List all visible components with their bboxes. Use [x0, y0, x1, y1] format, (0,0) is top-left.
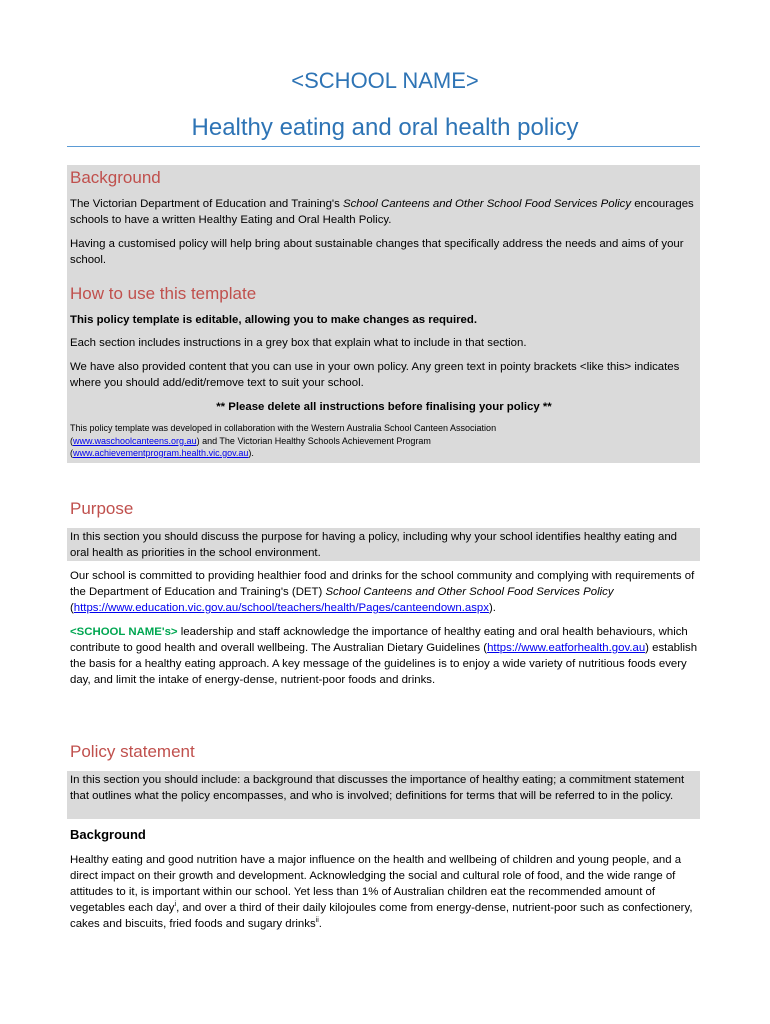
collab-text: ) and The Victorian Healthy Schools Achievement Program — [196, 435, 431, 446]
background-paragraph-2: Having a customised policy will help bring about sustainable changes that specifically address the needs and aims of your school. — [70, 238, 684, 266]
background-text: encourages schools to have a written Healthy Eating and Oral Health Policy. — [70, 198, 694, 226]
purpose-paragraph-2 — [70, 624, 698, 688]
how-to-paragraph-1: Each section includes instructions in a grey box that explain what to include in that section. — [70, 337, 527, 349]
how-to-paragraph-2: We have also provided content that you can use in your own policy. Any green text in pointy brackets <like this> indicates where you should add/edit/remove text to suit your school. — [70, 361, 680, 389]
footnote-ref-2[interactable]: ii — [315, 917, 319, 925]
policy-text: , and over a third of their daily kilojoules come from energy-dense, nutrient-poor such as confectionery, cakes and biscuits, fried foods and sugary drinks — [70, 902, 693, 930]
purpose-text: leadership and staff acknowledge the importance of healthy eating and oral health behaviours, which contribute to good health and overall wellbeing. The Australian Dietary Guidelines ( — [70, 626, 688, 654]
background-heading: Background — [70, 168, 161, 187]
background-paragraph-1 — [70, 196, 698, 228]
policy-text: . — [318, 918, 322, 930]
policy-background-subheading: Background — [70, 827, 146, 842]
eatforhealth-link[interactable]: https://www.eatforhealth.gov.au — [487, 642, 646, 654]
school-name-green-placeholder: <SCHOOL NAME's> — [70, 626, 178, 638]
document-title: Healthy eating and oral health policy — [191, 114, 579, 141]
school-name-placeholder: <SCHOOL NAME> — [291, 68, 479, 93]
purpose-text: ) establish the basis for a healthy eating approach. A key message of the guidelines is to enjoy a wide variety of nutritious foods every day, and limit the intake of energy-dense, nutrient-poor foods and drinks. — [70, 642, 698, 686]
policy-text: Healthy eating and good nutrition have a major influence on the health and wellbeing of children and young people, and a direct impact on their growth and development. Acknowledging the social and cultural role of food, and the wide range of attitudes to it, is important within our school. Yet less than 1% of Australian children eat the recommended amount of vegetables each day — [70, 854, 682, 914]
title-divider — [67, 146, 700, 147]
footnote-ref-1[interactable]: i — [174, 901, 177, 909]
policy-background-paragraph — [70, 852, 698, 932]
background-text: The Victorian Department of Education and Training's — [70, 198, 343, 210]
how-to-heading: How to use this template — [70, 284, 257, 303]
collaboration-note: This policy template was developed in collaboration with the Western Australia School Canteen Association (www.waschoolcanteens.org.au) and The Victorian Healthy Schools Achievement Program (www.achievementprogram.health.vic.gov.au). — [70, 423, 497, 458]
canteen-policy-link[interactable]: https://www.education.vic.gov.au/school/teachers/health/Pages/canteendown.aspx — [73, 602, 489, 614]
waschoolcanteens-link[interactable]: www.waschoolcanteens.org.au — [73, 435, 197, 446]
purpose-instruction: In this section you should discuss the purpose for having a policy, including why your school identifies healthy eating and oral health as priorities in the school environment. — [70, 531, 678, 559]
purpose-text: ( — [70, 602, 74, 614]
policy-name-italic: School Canteens and Other School Food Services Policy — [325, 586, 614, 598]
collab-text: This policy template was developed in collaboration with the Western Australia School Canteen Association — [70, 423, 497, 433]
achievementprogram-link[interactable]: www.achievementprogram.health.vic.gov.au — [73, 448, 249, 458]
purpose-text: ). — [488, 602, 496, 614]
policy-statement-heading: Policy statement — [70, 742, 195, 761]
policy-name-italic: School Canteens and Other School Food Services Policy — [342, 198, 632, 210]
policy-instruction: In this section you should include: a background that discusses the importance of healthy eating; a commitment statement that outlines what the policy encompasses, and who is involved; definitions for terms that will be referred to in the policy. — [70, 774, 685, 802]
collab-text: ). — [248, 448, 254, 458]
purpose-heading: Purpose — [70, 499, 134, 518]
how-to-editable-note: This policy template is editable, allowing you to make changes as required. — [70, 314, 478, 326]
purpose-text: Our school is committed to providing healthier food and drinks for the school community and complying with requirements of the Department of Education and Training's (DET) — [70, 570, 695, 598]
purpose-paragraph-1 — [70, 568, 698, 616]
delete-instructions-note: ** Please delete all instructions before finalising your policy ** — [216, 401, 552, 413]
